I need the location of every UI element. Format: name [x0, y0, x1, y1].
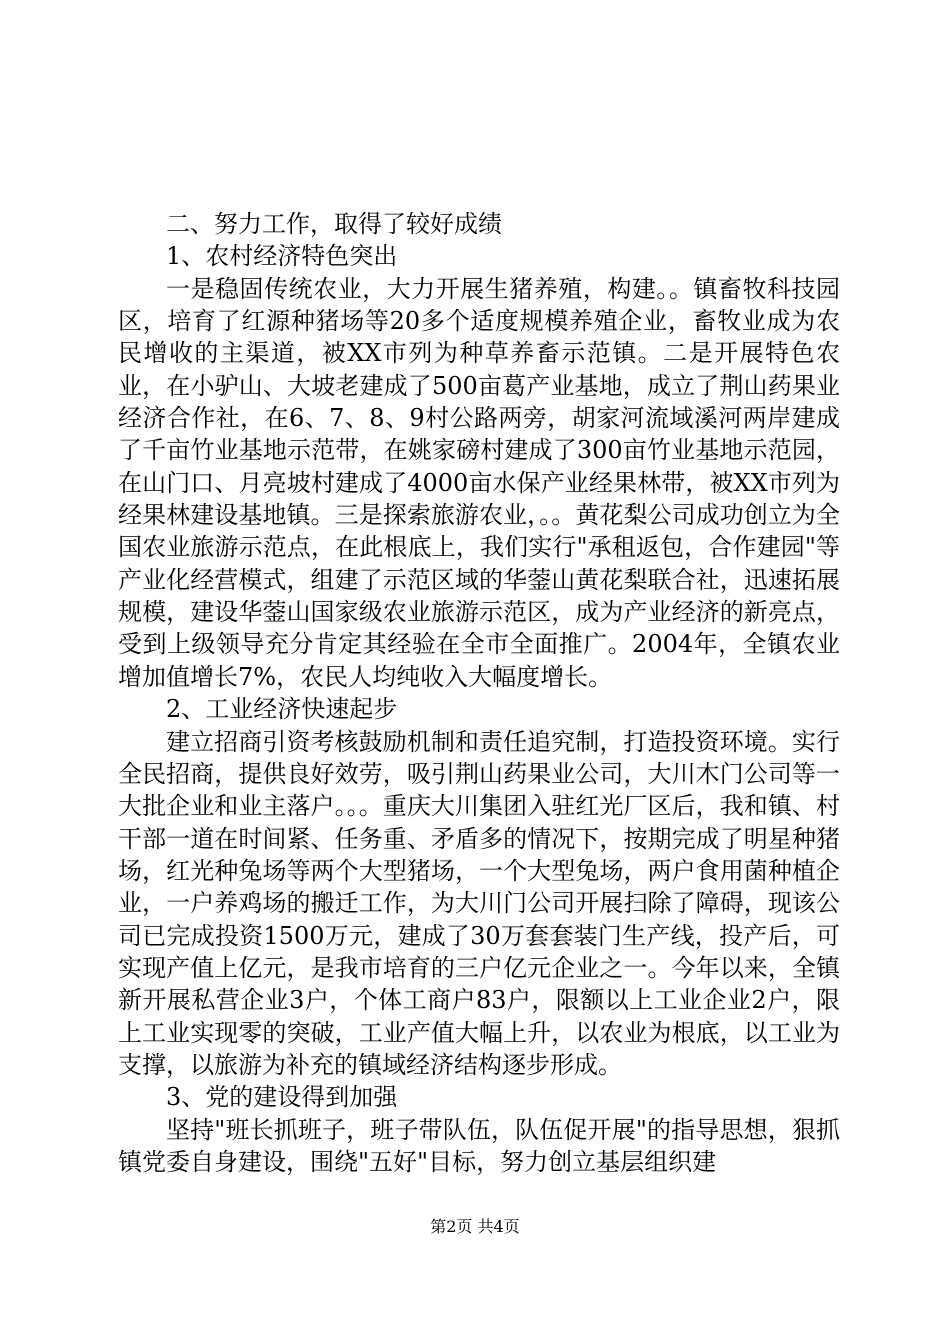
- subheading-rural-economy: 1、农村经济特色突出: [166, 242, 398, 271]
- subheading-party-building: 3、党的建设得到加强: [166, 1083, 398, 1112]
- paragraph-industrial-economy: 建立招商引资考核鼓励机制和责任追究制，打造投资环境。实行全民招商，提供良好效劳，吸引荆山药果业公司，大川木门公司等一大批企业和业主落户。。。重庆大川集团入驻红光厂区后，我和镇、村干部一道在时间紧、任务重、矛盾多的情况下，按期完成了明星种猪场，红光种兔场等两个大型猪场，一个大型兔场，两户食用菌种植企业，一户养鸡场的搬迁工作，为大川门公司开展扫除了障碍，现该公司已完成投资1500万元，建成了30万套套装门生产线，投产后，可实现产值上亿元，是我市培育的三户亿元企业之一。今年以来，全镇新开展私营企业3户，个体工商户83户，限额以上工业企业2户，限上工业实现零的突破，工业产值大幅上升，以农业为根底，以工业为支撑，以旅游为补充的镇域经济结构逐步形成。: [118, 727, 840, 1079]
- section-heading-achievements: 二、努力工作，取得了较好成绩: [166, 210, 502, 238]
- paragraph-rural-economy: 一是稳固传统农业，大力开展生猪养殖，构建。。镇畜牧科技园区，培育了红源种猪场等20多个适度规模养殖企业，畜牧业成为农民增收的主渠道，被XX市列为种草养畜示范镇。二是开展特色农业，在小驴山、大坡老建成了500亩葛产业基地，成立了荆山药果业经济合作社，在6、7、8、9村公路两旁，胡家河流域溪河两岸建成了千亩竹业基地示范带，在姚家磅村建成了300亩竹业基地示范园，在山门口、月亮坡村建成了4000亩水保产业经果林带，被XX市列为经果林建设基地镇。三是探索旅游农业，。。黄花梨公司成功创立为全国农业旅游示范点，在此根底上，我们实行"承租返包，合作建园"等产业化经营模式，组建了示范区域的华蓥山黄花梨联合社，迅速拓展规模，建设华蓥山国家级农业旅游示范区，成为产业经济的新亮点，受到上级领导充分肯定其经验在全市全面推广。2004年，全镇农业增加值增长7%，农民人均纯收入大幅度增长。: [118, 274, 840, 691]
- subheading-industrial-economy: 2、工业经济快速起步: [166, 695, 398, 724]
- document-body: [118, 208, 840, 1178]
- paragraph-party-building: 坚持"班长抓班子，班子带队伍，队伍促开展"的指导思想，狠抓镇党委自身建设，围绕"五好"目标，努力创立基层组织建: [118, 1115, 840, 1176]
- page-number-footer: 第2页 共4页: [430, 1217, 520, 1236]
